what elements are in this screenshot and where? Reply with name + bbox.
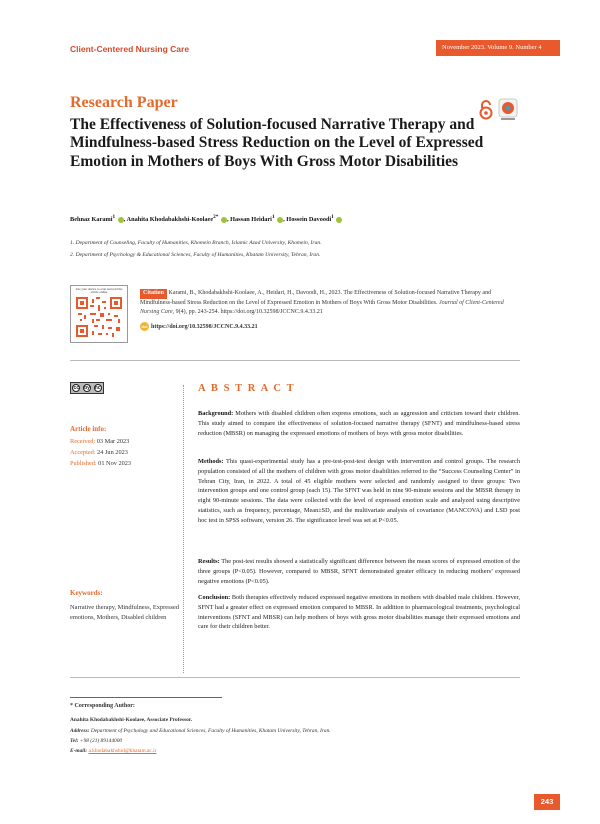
keywords-heading: Keywords: <box>70 589 103 597</box>
author-affiliation-mark: 1 <box>112 214 116 220</box>
author-name[interactable]: Anahita Khodabakhshi-Koolaee <box>126 216 214 224</box>
affiliation-1: 1. Department of Counseling, Faculty of Humanities, Khomein Branch, Islamic Azad University, Khomein, Iran. <box>70 240 322 246</box>
methods-text: This quasi-experimental study has a pre-test-post-test design with intervention and control groups. The research population consisted of all the mothers of children with gross motor disabilities referred to the “Success Counseling Center” in Tehran City, Iran, in 2022. A total of 45 eligible mothers were selected and randomly assigned to three groups: Two intervention groups and one control group (each 15). The SFNT was held in nine 90-minute sessions and the MBSR therapy in eight 90-minute sessions. The data were collected with the level of expressed emotion scale and analyzed using descriptive statistics, such as frequency, percentage, Mean±SD, and the multivariate analysis of covariance (MANCOVA) and LSD post hoc test in SPSS software, version 26. The significance level was set at P<0.05. <box>198 458 520 524</box>
author-affiliation-mark: 2* <box>213 214 219 220</box>
background-text: Mothers with disabled children often express emotions, such as aggression and criticism toward their children. This study aimed to compare the effectiveness of solution-focused narrative therapy (SFNT) and mindfulness-based stress reduction (MBSR) on managing the expressed emotions of mothers of boys with gross motor disabilities. <box>198 410 520 437</box>
cc-icon: cc <box>73 385 80 391</box>
qr-code-box[interactable] <box>70 285 128 343</box>
page-number: 243 <box>534 794 560 810</box>
orcid-icon[interactable] <box>118 217 124 223</box>
conclusion-text: Both therapies effectively reduced expressed negative emotions in mothers with disabled male children. However, SFNT had a greater effect on expressed emotion compared to MBSR. In addition to pharmacological treatments, psychological interventions (SFNT and MBSR) can help mothers of boys with gross motor disabilities manage their expressed emotions and care for their children better. <box>198 594 520 631</box>
received-label: Received: <box>70 438 96 445</box>
corresponding-name: Anahita Khodabakhshi-Koolaee, Associate Professor. <box>70 717 193 723</box>
divider-top <box>70 360 520 361</box>
author-name[interactable]: Behnaz Karami <box>70 216 113 224</box>
accepted-date <box>70 449 128 456</box>
article-title: The Effectiveness of Solution-focused Narrative Therapy and Mindfulness-based Stress Reduction on the Level of Expressed Emotion in Mothers of Boys With Gross Motor Disabilities <box>70 116 484 170</box>
conclusion-label: Conclusion: <box>198 594 231 601</box>
author-affiliation-mark: 1 <box>271 214 275 220</box>
journal-name-part2: Nursing <box>135 44 168 54</box>
keywords-list: Narrative therapy, Mindfulness, Expressed emotions, Mothers, Disabled children <box>70 604 180 622</box>
orcid-icon[interactable] <box>277 217 283 223</box>
received-date <box>70 438 129 445</box>
results-label: Results: <box>198 558 220 565</box>
doi-text[interactable]: https://doi.org/10.32598/JCCNC.9.4.33.21 <box>151 323 258 330</box>
email-label: E-mail: <box>70 748 88 754</box>
author-name[interactable]: Hassan Heidari <box>230 216 272 224</box>
abstract-conclusion <box>198 593 520 632</box>
corresponding-heading: * Corresponding Author: <box>70 703 135 709</box>
citation-block <box>140 289 520 318</box>
doi-icon: doi <box>141 324 148 329</box>
column-divider <box>183 385 184 673</box>
qr-code-icon <box>76 297 122 337</box>
orcid-icon[interactable] <box>221 217 227 223</box>
creative-commons-license-icon[interactable] <box>70 382 104 394</box>
abstract-background <box>198 409 520 438</box>
author-affiliation-mark: 1 <box>331 214 334 220</box>
methods-label: Methods: <box>198 458 224 465</box>
email-link[interactable]: a.khodabakhshid@khatam.ac.ir <box>88 748 157 754</box>
corresponding-email <box>70 748 156 754</box>
accepted-value: 24 Jun 2023 <box>97 449 128 456</box>
published-label: Published: <box>70 460 97 467</box>
received-value: 03 Mar 2023 <box>96 438 130 445</box>
footnote-rule <box>70 697 222 698</box>
section-label: Research Paper <box>70 94 178 111</box>
results-text: The post-test results showed a statistically significant difference between the mean scores of expressed emotion of the three groups (P<0.05). However, compared to MBSR, SFNT demonstrated greater efficacy in reducing mothers’ expressed negative emotions (P<0.05). <box>198 558 520 585</box>
journal-name <box>70 44 189 54</box>
published-date <box>70 460 131 467</box>
affiliation-2: 2. Department of Psychology & Educational Sciences, Faculty of Humanities, Khatam University, Tehran, Iran. <box>70 252 321 258</box>
published-value: 01 Nov 2023 <box>98 460 132 467</box>
corresponding-address <box>70 728 331 734</box>
article-info-heading: Article info: <box>70 425 107 433</box>
abstract-results <box>198 557 520 586</box>
abstract-heading: A B S T R A C T <box>198 383 296 394</box>
orcid-icon[interactable] <box>336 217 342 223</box>
journal-name-part3: Care <box>167 44 190 54</box>
corresponding-tel <box>70 738 122 744</box>
address-text: Department of Psychology and Educational Sciences, Faculty of Humanities, Khatam University, Tehran, Iran. <box>89 728 331 734</box>
cc-nc-icon: nc <box>94 385 101 391</box>
author-list: Behnaz Karami$^1$ , Anahita Khodabakhshi-Koolaee$^{2*}$ , Hassan Heidari$^1$ , Hossein Davoodi$^1$ <box>70 214 342 223</box>
qr-caption: Use your device to scan and read the article online <box>75 287 123 295</box>
cc-by-icon: by <box>84 385 90 391</box>
citation-journal: Journal of Client-Centered Nursing Care <box>140 299 504 316</box>
crossmark-icon[interactable] <box>498 98 518 122</box>
tel-text: +98 (21) 89144000 <box>78 738 123 744</box>
author-name[interactable]: Hossein Davoodi <box>286 216 332 224</box>
citation-details: , 9(4), pp. 243-254. https://doi.org/10.32598/JCCNC.9.4.33.21 <box>172 309 323 316</box>
doi-link[interactable] <box>140 322 258 331</box>
citation-text: Karami, B., Khodabakhshi-Koolaee, A., Heidari, H., Davoodi, H., 2023. The Effectiveness of Solution-focused Narrative Therapy and Mindfulness-based Stress Reduction on the Level of Expressed Emotion in Mothers of Boys With Gross Motor Disabilities. <box>140 290 492 306</box>
divider-bottom <box>70 677 520 678</box>
accepted-label: Accepted: <box>70 449 96 456</box>
abstract-methods <box>198 457 520 525</box>
citation-badge: Citation <box>140 289 167 299</box>
issue-info: November 2023. Volume 9. Number 4 <box>436 40 560 56</box>
background-label: Background: <box>198 410 234 417</box>
journal-name-part1: Client-Centered <box>70 44 136 54</box>
tel-label: Tel: <box>70 738 79 744</box>
address-label: Address: <box>70 728 90 734</box>
